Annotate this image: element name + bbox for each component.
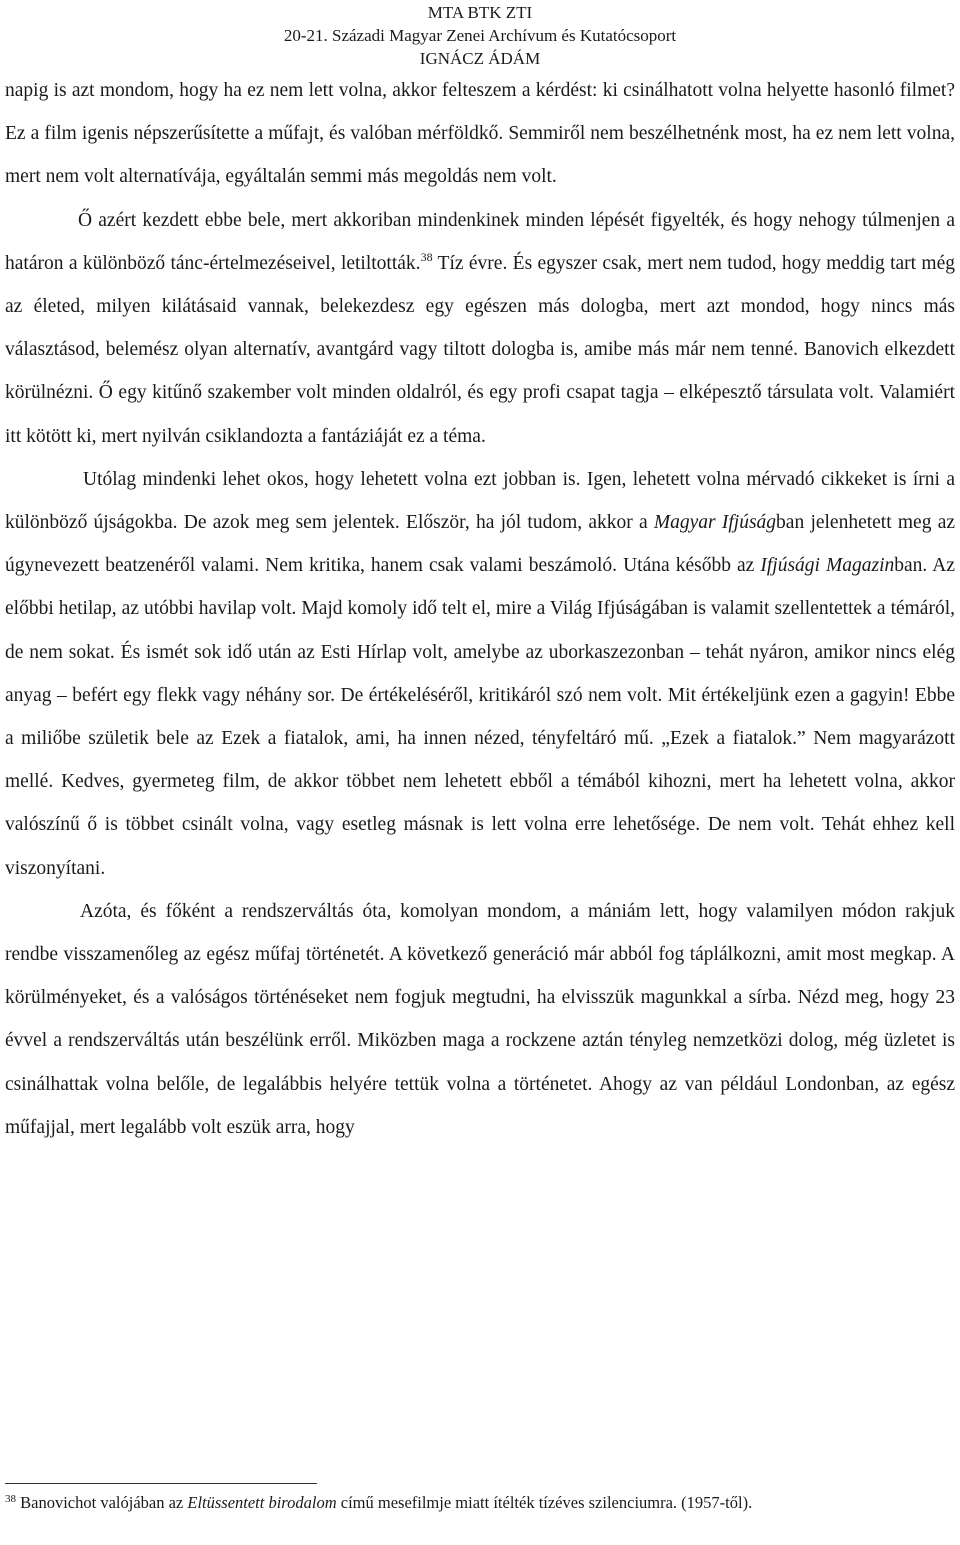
header-author: IGNÁCZ ÁDÁM [419, 49, 541, 68]
paragraph-4-text: Azóta, és főként a rendszerváltás óta, komolyan mondom, a mániám lett, hogy valamilyen módon rakjuk rendbe visszamenőleg az egész műfaj történetét. A következő generáció már abból fog táplálkozni, amit most megkap. A körülményeket, és a valóságos történéseket nem fogjuk megtudni, ha elvisszük magunkkal a sírba. Nézd meg, hogy 23 évvel a rendszerváltás után beszélünk erről. Miközben maga a rockzene aztán tényleg nemzetközi dolog, még üzletet is csinálhattak volna belőle, de legalábbis helyére tettük volna a történetet. Ahogy az van például Londonban, az egész műfajjal, mert legalább volt eszük arra, hogy [5, 900, 955, 1138]
title-ifjusagi-magazin: Ifjúsági Magazin [760, 555, 895, 577]
paragraph-2-text-b: Tíz évre. És egyszer csak, mert nem tudod, hogy meddig tart még az életed, milyen kilátásaid vannak, belekezdesz egy egészen más dologba, mert azt mondod, hogy nincs más választásod, belemész olyan alternatív, avantgárd vagy tiltott dologba is, amibe más már nem tenné. Banovich elkezdett körülnézni. Ő egy kitűnő szakember volt minden oldalról, és egy profi csapat tagja – elképesztő társulata volt. Valamiért itt kötött ki, mert nyilván csiklandozta a fantáziáját ez a téma. [5, 252, 956, 447]
footnote-text-a: Banovichot valójában az [16, 1493, 188, 1512]
header-institution: MTA BTK ZTI [427, 3, 533, 22]
footnote-number: 38 [5, 1493, 16, 1505]
paragraph-1 [5, 69, 955, 199]
footnote-text-b: című mesefilmje miatt ítélték tízéves szilenciumra. (1957-től). [336, 1493, 753, 1512]
paragraph-2-text-a: Ő azért kezdett ebbe bele, mert akkoriban mindenkinek minden lépését figyelték, és hogy nehogy túlmenjen a határon a különböző tánc-értelmezéseivel, letiltották. [5, 209, 955, 274]
footnote-title-eltussentett-birodalom: Eltüssentett birodalom [187, 1493, 337, 1512]
footnote-reference[interactable]: 38 [420, 249, 433, 264]
paragraph-2 [5, 199, 955, 458]
paragraph-3 [5, 458, 955, 890]
footnote-separator [5, 1483, 317, 1484]
paragraph-1-text: napig is azt mondom, hogy ha ez nem lett volna, akkor felteszem a kérdést: ki csinálhatott volna helyette hasonló filmet? Ez a film igenis népszerűsítette a műfajt, és valóban mérföldkő. Semmiről nem beszélhetnénk most, ha ez nem lett volna, mert nem volt alternatívája, egyáltalán semmi más megoldás nem volt. [5, 80, 955, 188]
header-department: 20-21. Századi Magyar Zenei Archívum és Kutatócsoport [283, 26, 677, 45]
paragraph-4 [5, 890, 955, 1149]
page-header [0, 0, 960, 70]
paragraph-3-text-b: ban jelenhetett meg az úgynevezett beatzenéről valami. Nem kritika, hanem csak valami beszámoló. Utána később az [5, 512, 956, 577]
paragraph-3-text-c: ban. Az előbbi hetilap, az utóbbi havilap volt. Majd komoly idő telt el, mire a Világ Ifjúságában is valamit szellentettek a témáról, de nem sokat. És ismét sok idő után az Esti Hírlap volt, amelybe az uborkaszezonban – tehát nyáron, amikor nincs elég anyag – befért egy flekk vagy néhány sor. De értékeléséről, kritikáról szó nem volt. Mit értékeljünk ezen a gagyin! Ebbe a miliőbe születik bele az Ezek a fiatalok, ami, ha innen nézed, tényfeltáró mű. „Ezek a fiatalok.” Nem magyarázott mellé. Kedves, gyermeteg film, de akkor többet nem lehetett ebből a témából kihozni, mert ha lehetett volna, akkor valószínű ő is többet csinált volna, vagy esetleg másnak is lett volna erre lehetősége. De nem volt. Tehát ehhez kell viszonyítani. [5, 555, 955, 879]
title-magyar-ifjusag: Magyar Ifjúság [653, 512, 777, 534]
footnote [5, 1490, 935, 1515]
paragraph-3-text-a: Utólag mindenki lehet okos, hogy lehetett volna ezt jobban is. Igen, lehetett volna mérvadó cikkeket is írni a különböző újságokba. De azok meg sem jelentek. Először, ha jól tudom, akkor a [5, 468, 955, 534]
document-body [5, 69, 955, 1149]
